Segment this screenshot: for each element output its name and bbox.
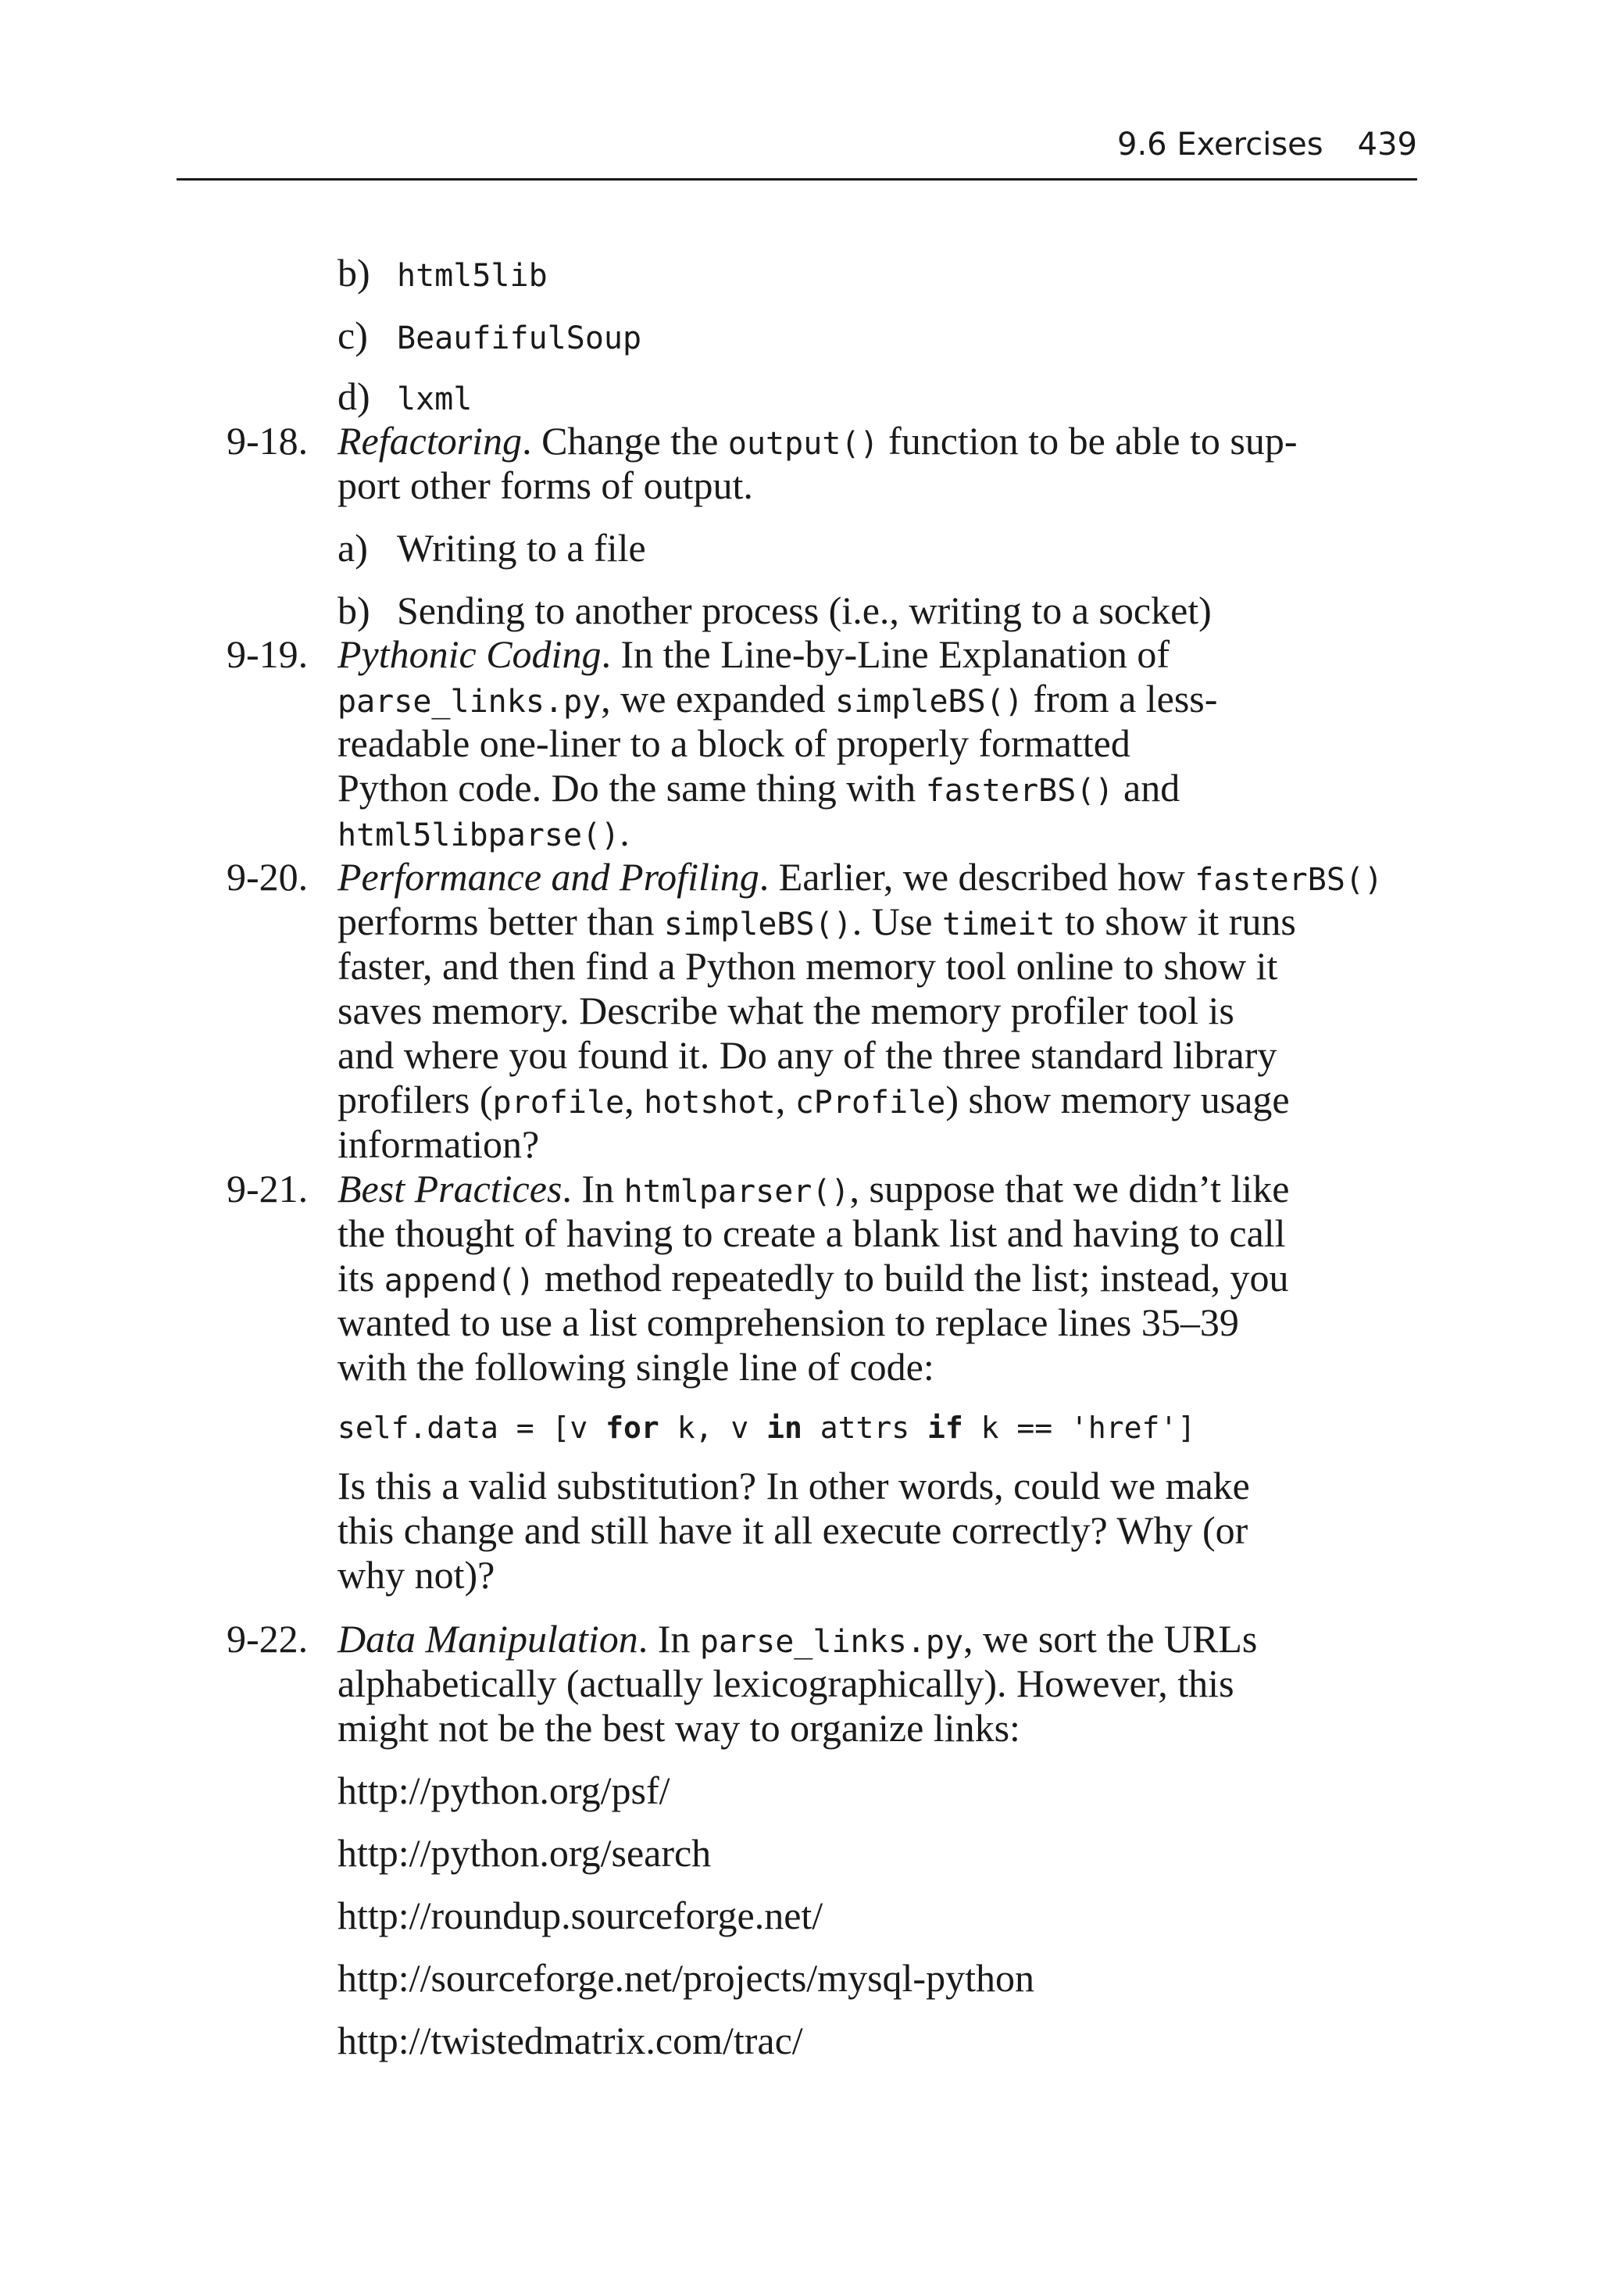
option-b-html5lib: b) html5lib [338, 251, 548, 295]
exercise-9-21-question-2: this change and still have it all execute correctly? Why (or [338, 1508, 1248, 1552]
code-snippet-list-comprehension: self.data = [v for k, v in attrs if k == 'href'] [338, 1411, 1196, 1445]
exercise-9-21-line-2: the thought of having to create a blank list and having to call [338, 1211, 1286, 1255]
exercise-9-21-line-5: with the following single line of code: [338, 1345, 934, 1389]
exercise-number-9-20: 9-20. [227, 855, 309, 899]
exercise-9-21-line-3: its append() method repeatedly to build the list; instead, you [338, 1256, 1289, 1300]
exercise-9-20-line-1: Performance and Profiling. Earlier, we described how fasterBS() [338, 855, 1384, 899]
exercise-9-20-line-7: information? [338, 1122, 540, 1166]
exercise-9-18-line-1: Refactoring. Change the output() function to be able to sup- [338, 419, 1298, 463]
section-title: 9.6 Exercises [1117, 127, 1323, 163]
exercise-9-22-line-2: alphabetically (actually lexicographically). However, this [338, 1661, 1234, 1705]
url-list-item: http://sourceforge.net/projects/mysql-python [338, 1956, 1034, 2000]
url-list-item: http://python.org/search [338, 1831, 712, 1875]
exercise-number-9-18: 9-18. [227, 419, 309, 463]
running-header [0, 117, 1417, 172]
exercise-number-9-19: 9-19. [227, 632, 309, 676]
exercise-number-9-22: 9-22. [227, 1617, 309, 1661]
header-rule [177, 178, 1417, 181]
exercise-9-18-line-2: port other forms of output. [338, 463, 753, 507]
exercise-9-19-line-5: html5libparse(). [338, 810, 630, 854]
exercise-9-20-line-4: saves memory. Describe what the memory profiler tool is [338, 989, 1234, 1032]
exercise-9-19-line-2: parse_links.py, we expanded simpleBS() from a less- [338, 677, 1218, 721]
exercise-9-19-line-4: Python code. Do the same thing with fasterBS() and [338, 766, 1180, 810]
url-list-item: http://roundup.sourceforge.net/ [338, 1894, 823, 1937]
exercise-9-19-line-1: Pythonic Coding. In the Line-by-Line Explanation of [338, 632, 1170, 676]
url-list-item: http://python.org/psf/ [338, 1768, 670, 1812]
exercise-number-9-21: 9-21. [227, 1167, 309, 1211]
exercise-9-19-line-3: readable one-liner to a block of properly formatted [338, 721, 1130, 765]
option-c-beautifulsoup: c) BeaufifulSoup [338, 313, 642, 357]
exercise-9-20-line-3: faster, and then find a Python memory tool online to show it [338, 944, 1278, 988]
exercise-9-20-line-2: performs better than simpleBS(). Use timeit to show it runs [338, 899, 1296, 943]
exercise-9-21-line-4: wanted to use a list comprehension to replace lines 35–39 [338, 1300, 1239, 1344]
exercise-9-18-option-a: a) Writing to a file [338, 526, 646, 570]
exercise-9-22-line-1: Data Manipulation. In parse_links.py, we sort the URLs [338, 1617, 1258, 1661]
exercise-9-20-line-6: profilers (profile, hotshot, cProfile) show memory usage [338, 1078, 1290, 1121]
option-d-lxml: d) lxml [338, 374, 473, 418]
url-list-item: http://twistedmatrix.com/trac/ [338, 2019, 803, 2062]
exercise-9-21-line-1: Best Practices. In htmlparser(), suppose that we didn’t like [338, 1167, 1290, 1211]
exercise-9-22-line-3: might not be the best way to organize links: [338, 1706, 1020, 1750]
exercise-9-18-option-b: b) Sending to another process (i.e., writing to a socket) [338, 588, 1212, 632]
exercise-9-20-line-5: and where you found it. Do any of the three standard library [338, 1033, 1277, 1077]
exercise-9-21-question-1: Is this a valid substitution? In other words, could we make [338, 1464, 1250, 1507]
exercise-9-21-question-3: why not)? [338, 1553, 495, 1597]
page-number: 439 [1357, 127, 1417, 163]
